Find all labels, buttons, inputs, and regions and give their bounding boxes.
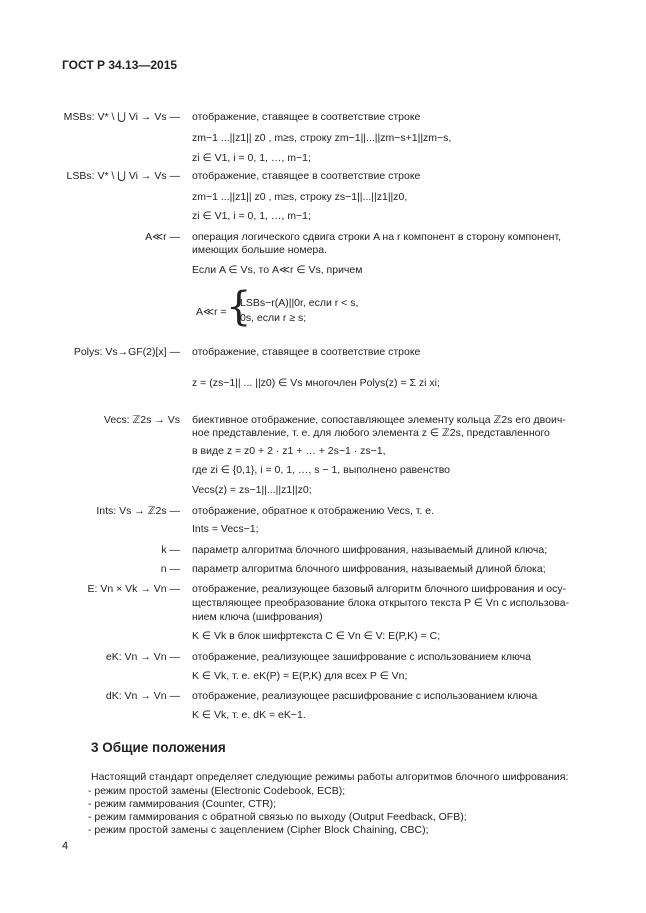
list-item: - режим гаммирования (Counter, CTR); — [88, 798, 277, 810]
shift-description-1: операция логического сдвига строки A на r компонент в сторону компонент, — [192, 231, 562, 243]
shift-description-2: имеющих большие номера. — [192, 244, 328, 256]
shift-equation-lhs: A≪r = — [196, 306, 227, 318]
case-brace: { — [226, 284, 252, 330]
page-number: 4 — [62, 840, 69, 852]
document-header: ГОСТ Р 34.13—2015 — [62, 58, 178, 72]
int-description: отображение, обратное к отображению Vecs, т. е. — [192, 505, 435, 517]
dk-symbol: dK: Vn → Vn — — [105, 690, 180, 702]
vec-line4: где zi ∈ {0,1}, i = 0, 1, …, s − 1, выполнено равенство — [192, 464, 450, 476]
dk-line2: K ∈ Vk, т. е. dK = eK−1. — [192, 709, 306, 721]
e-description-1: отображение, реализующее базовый алгоритм блочного шифрования и осу- — [192, 583, 567, 595]
e-description-2: ществляющее преобразование блока открытого текста P ∈ Vn с использова- — [192, 597, 570, 609]
vec-line3: в виде z = z0 + 2 · z1 + … + 2s−1 · zs−1, — [192, 445, 386, 457]
vec-symbol: Vecs: ℤ2s → Vs — [103, 414, 180, 426]
msb-description: отображение, ставящее в соответствие строке — [192, 111, 421, 123]
section-intro: Настоящий стандарт определяет следующие режимы работы алгоритмов блочного шифрования: — [91, 771, 569, 783]
ek-line2: K ∈ Vk, т. е. eK(P) = E(P,K) для всех P ∈ Vn; — [192, 670, 408, 682]
poly-symbol: Polys: Vs→GF(2)[x] — — [73, 346, 180, 358]
e-line4: K ∈ Vk в блок шифртекста C ∈ Vn ∈ V: E(P,K) = C; — [192, 630, 441, 642]
list-item: - режим гаммирования с обратной связью по выходу (Output Feedback, OFB); — [88, 811, 467, 823]
section-title: 3 Общие положения — [91, 740, 226, 755]
shift-case-1: LSBs−r(A)||0r, если r < s, — [240, 297, 359, 309]
e-symbol: E: Vn × Vk → Vn — — [87, 583, 180, 595]
n-description: параметр алгоритма блочного шифрования, называемый длиной блока; — [192, 563, 546, 575]
k-symbol: k — — [161, 544, 180, 556]
poly-line2: z = (zs−1|| ... ||z0) ∈ Vs многочлен Polys(z) = Σ zi xi; — [192, 377, 440, 389]
lsb-line3: zi ∈ V1, i = 0, 1, …, m−1; — [192, 210, 311, 222]
list-item: - режим простой замены с зацеплением (Cipher Block Chaining, CBC); — [88, 824, 429, 836]
k-description: параметр алгоритма блочного шифрования, называемый длиной ключа; — [192, 544, 548, 556]
poly-description: отображение, ставящее в соответствие строке — [192, 346, 421, 358]
lsb-description: отображение, ставящее в соответствие строке — [192, 170, 421, 182]
msb-line2: zm−1 ...||z1|| z0 , m≥s, строку zm−1||...||zm−s+1||zm−s, — [192, 132, 452, 144]
dk-description: отображение, реализующее расшифрование с использованием ключа — [192, 690, 538, 702]
vec-line5: Vecs(z) = zs−1||...||z1||z0; — [192, 484, 312, 496]
vec-description-1: биективное отображение, сопоставляющее элементу кольца ℤ2s его двоич- — [192, 414, 566, 426]
e-description-3: нием ключа (шифрования) — [192, 611, 323, 623]
shift-line3: Если A ∈ Vs, то A≪r ∈ Vs, причем — [192, 264, 363, 276]
msb-symbol: MSBs: V* \ ⋃ Vi → Vs — — [63, 111, 180, 123]
int-symbol: Ints: Vs → ℤ2s — — [96, 505, 180, 517]
shift-symbol: A≪r — — [145, 231, 180, 243]
lsb-line2: zm−1 ...||z1|| z0 , m≥s, строку zs−1||...||z1||z0, — [192, 191, 408, 203]
ek-description: отображение, реализующее зашифрование с использованием ключа — [192, 651, 531, 663]
list-item: - режим простой замены (Electronic Codebook, ECB); — [88, 785, 346, 797]
vec-description-2: ное представление, т. е. для любого элемента z ∈ ℤ2s, представленного — [192, 427, 550, 439]
msb-line3: zi ∈ V1, i = 0, 1, …, m−1; — [192, 152, 311, 164]
ek-symbol: eK: Vn → Vn — — [105, 651, 180, 663]
int-line2: Ints = Vecs−1; — [192, 523, 259, 535]
shift-case-2: 0s, если r ≥ s; — [240, 312, 307, 324]
lsb-symbol: LSBs: V* \ ⋃ Vi → Vs — — [66, 170, 180, 182]
n-symbol: n — — [160, 563, 180, 575]
